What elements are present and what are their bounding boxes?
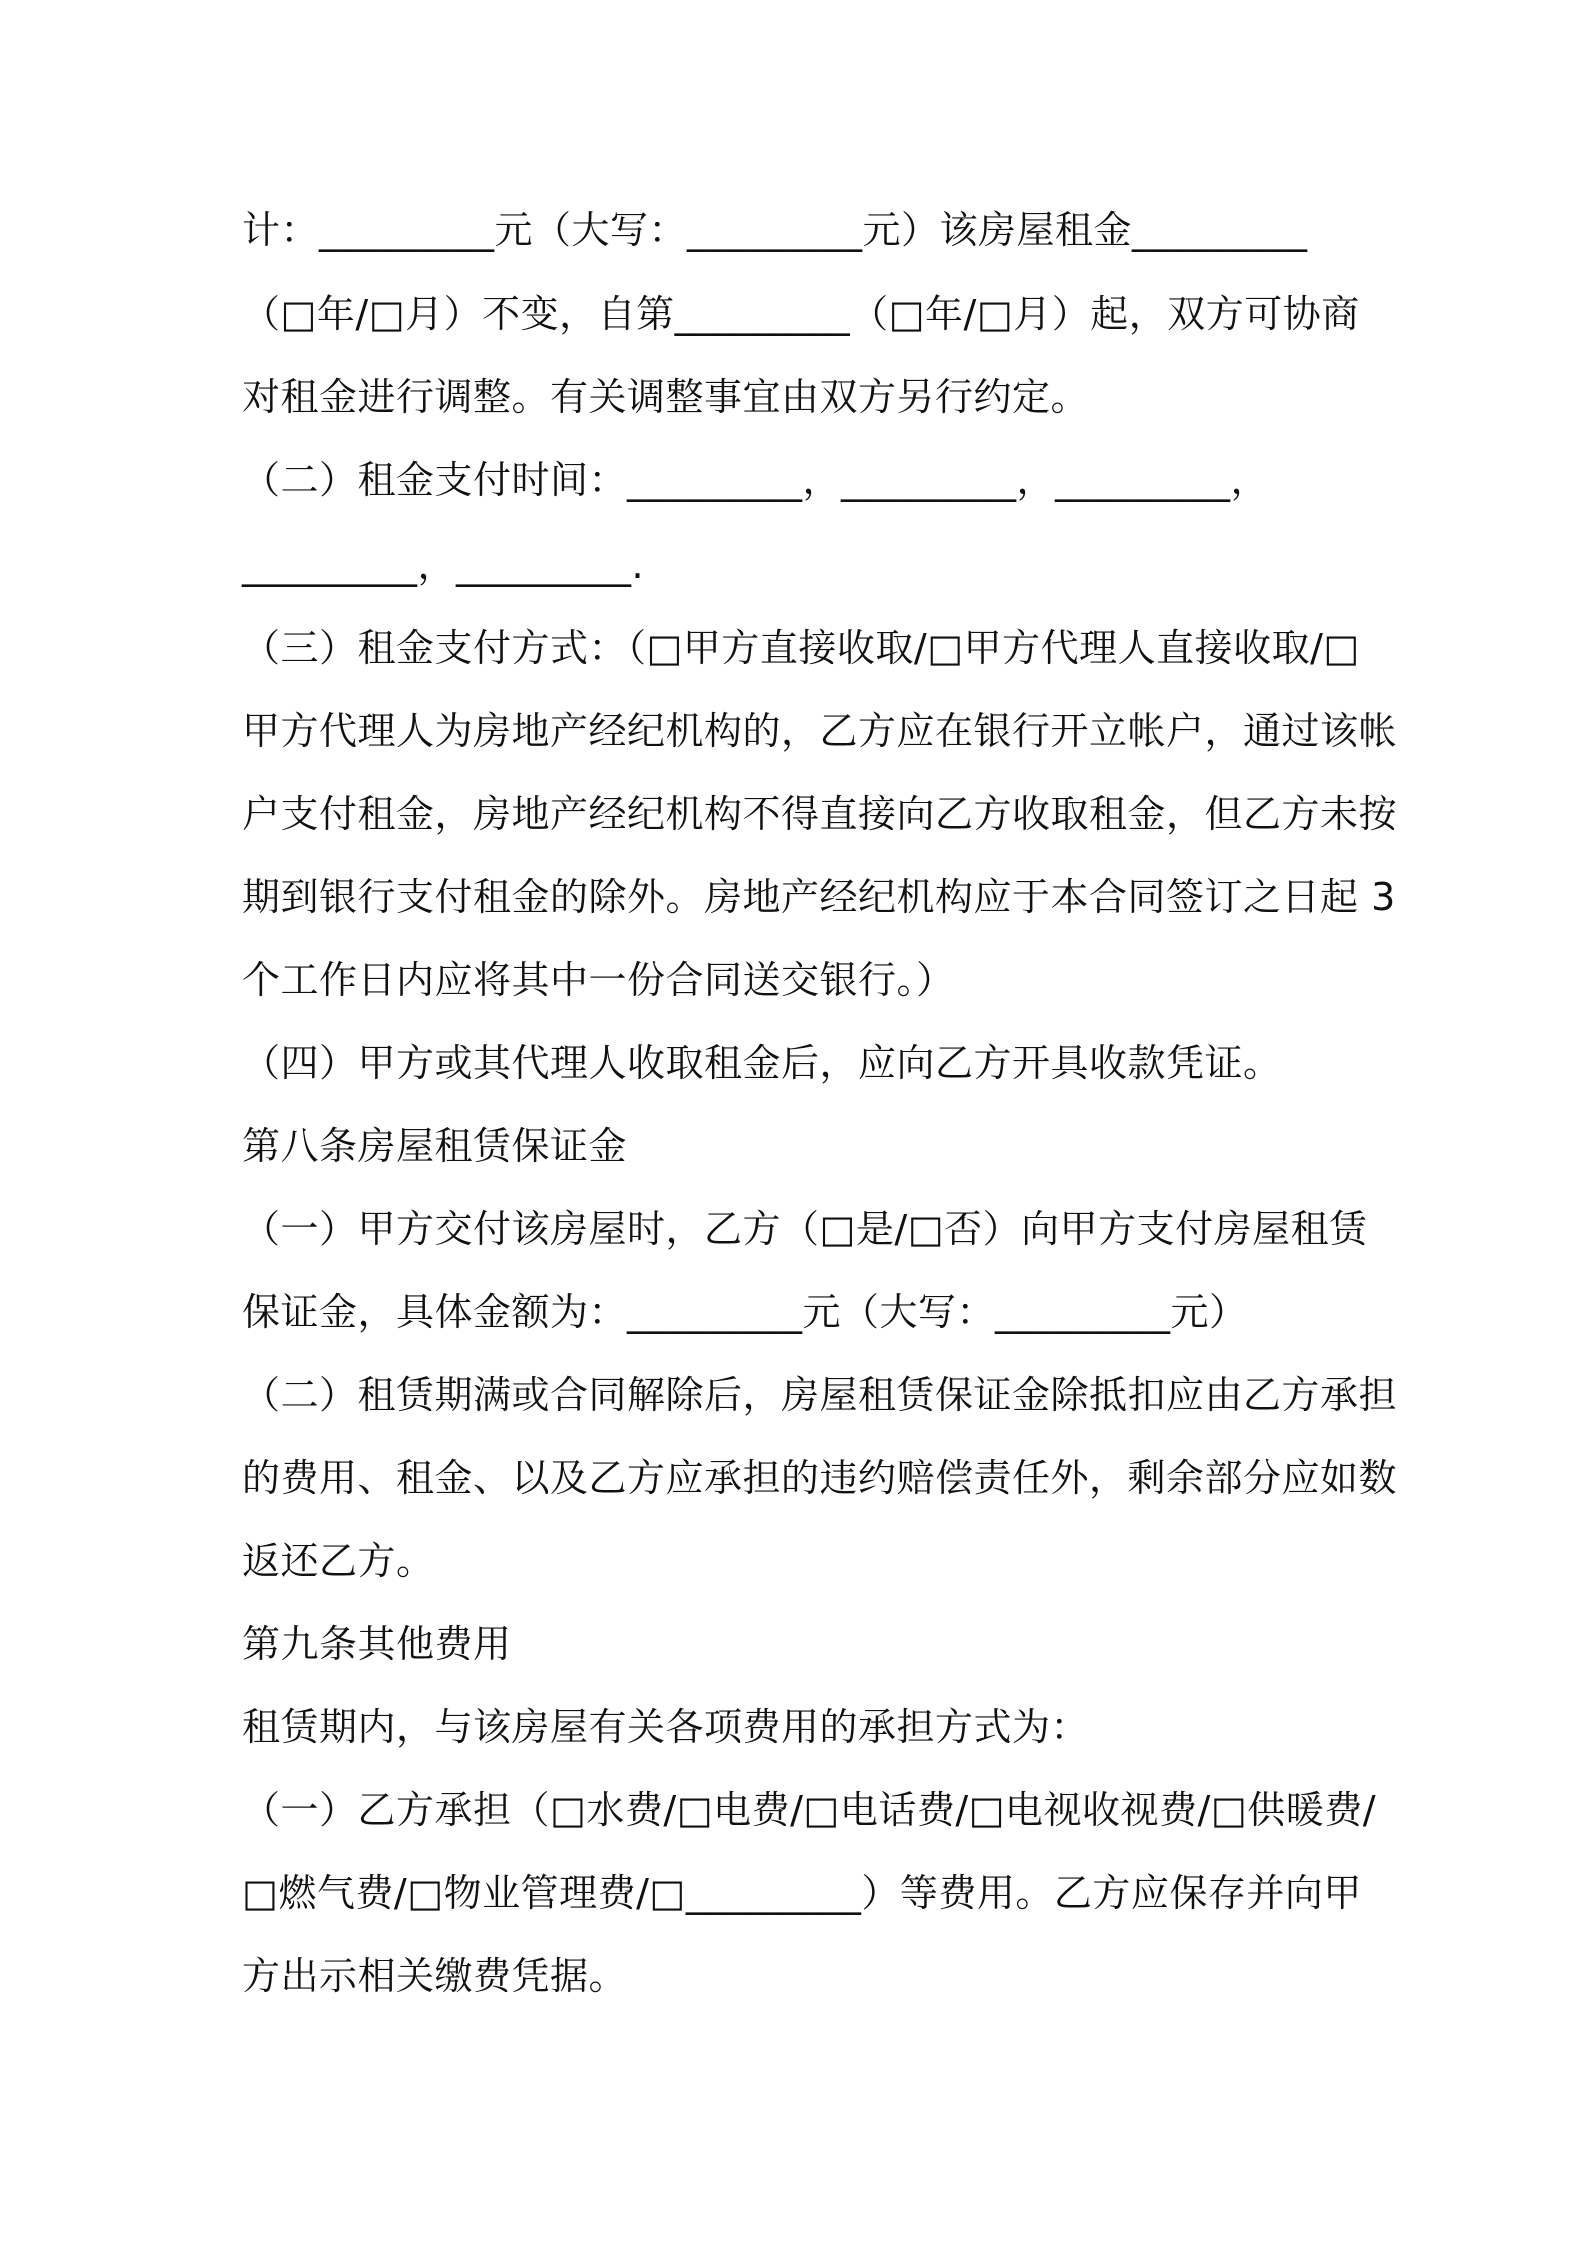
text-line: _________，_________.: [242, 543, 645, 587]
text-line: 户支付租金，房地产经纪机构不得直接向乙方收取租金，但乙方未按: [242, 792, 1398, 836]
text-line: 期到银行支付租金的除外。房地产经纪机构应于本合同签订之日起 3: [242, 875, 1396, 919]
section-heading: 第八条房屋租赁保证金: [242, 1124, 628, 1168]
text-line: （二）租金支付时间：_________，_________，_________，: [242, 458, 1270, 502]
text-line: （一）甲方交付该房屋时，乙方（□是/□否）向甲方支付房屋租赁: [242, 1207, 1368, 1251]
text-line: 租赁期内，与该房屋有关各项费用的承担方式为：: [242, 1705, 1090, 1749]
text-line: 返还乙方。: [242, 1539, 435, 1583]
text-line: （四）甲方或其代理人收取租金后，应向乙方开具收款凭证。: [242, 1041, 1282, 1085]
text-line: 个工作日内应将其中一份合同送交银行。）: [242, 958, 955, 1002]
text-line: 甲方代理人为房地产经纪机构的，乙方应在银行开立帐户，通过该帐: [242, 709, 1398, 753]
section-heading: 第九条其他费用: [242, 1622, 512, 1666]
text-line: （二）租赁期满或合同解除后，房屋租赁保证金除抵扣应由乙方承担: [242, 1373, 1398, 1417]
text-line: 计：_________元（大写：_________元）该房屋租金_________: [242, 208, 1308, 252]
text-line: 的费用、租金、以及乙方应承担的违约赔偿责任外，剩余部分应如数: [242, 1456, 1398, 1500]
text-line: （三）租金支付方式：（□甲方直接收取/□甲方代理人直接收取/□: [242, 626, 1360, 670]
text-line: □燃气费/□物业管理费/□_________）等费用。乙方应保存并向甲: [242, 1871, 1362, 1915]
text-line: （一）乙方承担（□水费/□电费/□电话费/□电视收视费/□供暖费/: [242, 1788, 1377, 1832]
text-line: 保证金，具体金额为：_________元（大写：_________元）: [242, 1290, 1248, 1334]
text-line: 方出示相关缴费凭据。: [242, 1954, 628, 1998]
text-line: 对租金进行调整。有关调整事宜由双方另行约定。: [242, 375, 1090, 419]
text-line: （□年/□月）不变，自第_________（□年/□月）起，双方可协商: [242, 292, 1360, 336]
